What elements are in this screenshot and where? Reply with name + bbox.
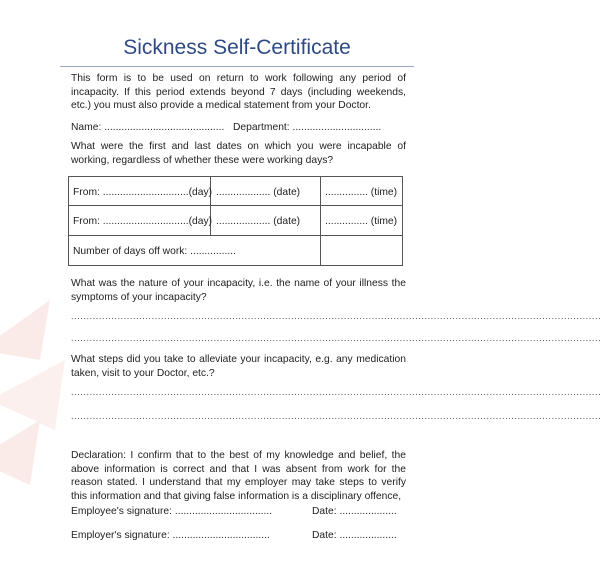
time-field-1[interactable]: ............... (time) [325, 187, 398, 198]
table-row-divider [69, 235, 402, 236]
employer-signature-field[interactable]: Employer's signature: .................................. [71, 530, 270, 541]
intro-paragraph: This form is to be used on return to work following any period of incapacity. If this period extends beyond 7 days (including weekends, etc.) you must also provide a medical statement from your Doctor. [71, 73, 406, 111]
table-col-divider [320, 177, 321, 266]
days-off-field[interactable]: Number of days off work: ................ [73, 246, 236, 257]
employee-signature-field[interactable]: Employee's signature: .................................. [71, 506, 273, 517]
table-row-divider [69, 205, 402, 206]
question-steps: What steps did you take to alleviate your incapacity, e.g. any medication taken, visit to your Doctor, etc.? [71, 354, 406, 379]
dates-table [68, 176, 403, 266]
from-day-field-1[interactable]: From: ..............................(day) [73, 187, 213, 198]
date-field-2[interactable]: ................... (date) [216, 216, 301, 227]
question-nature: What was the nature of your incapacity, i.e. the name of your illness the symptoms of your incapacity? [71, 278, 406, 303]
question-dates: What were the first and last dates on which you were incapable of working, regardless of whether these were working days? [71, 141, 406, 166]
time-field-2[interactable]: ............... (time) [325, 216, 398, 227]
department-field[interactable]: Department: ............................... [233, 122, 382, 133]
name-field[interactable]: Name: .......................................... [71, 122, 225, 133]
answer-line[interactable]: ........................................................................................................................................................................... [71, 333, 601, 343]
employee-date-field[interactable]: Date: .................... [312, 506, 397, 517]
answer-line[interactable]: ........................................................................................................................................................................... [71, 311, 601, 321]
from-day-field-2[interactable]: From: ..............................(day) [73, 216, 213, 227]
page-title: Sickness Self-Certificate [123, 36, 351, 59]
declaration-text: Declaration: I confirm that to the best of my knowledge and belief, the above information is correct and that I was absent from work for the reason stated. I understand that my employer may take steps to verify this information and that giving false information is a disciplinary offence, [71, 450, 406, 502]
answer-line[interactable]: ........................................................................................................................................................................... [71, 411, 601, 421]
title-divider [60, 66, 414, 67]
employer-date-field[interactable]: Date: .................... [312, 530, 397, 541]
answer-line[interactable]: ........................................................................................................................................................................... [71, 387, 601, 397]
date-field-1[interactable]: ................... (date) [216, 187, 301, 198]
